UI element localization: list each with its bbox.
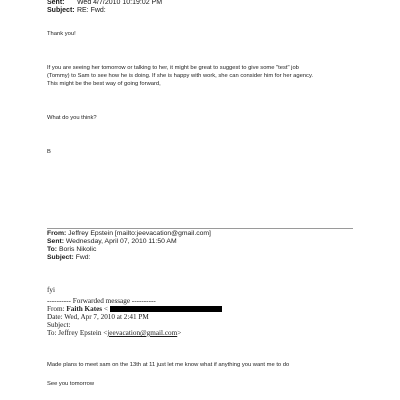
sent-value: Wed 4/7/2010 10:19:02 PM <box>76 0 163 6</box>
reply-paragraph-line-3: This might be the best way of going forward, <box>47 81 161 87</box>
original-subject-line <box>47 254 90 262</box>
forwarded-body-line-2: See you tomorrow <box>47 381 95 387</box>
reply-signoff: B <box>47 149 51 155</box>
sent-header-line <box>47 0 162 7</box>
message-divider <box>47 228 353 229</box>
forwarded-date-value: Wed, Apr 7, 2010 at 2:41 PM <box>64 313 149 321</box>
forwarded-to-close: > <box>177 329 182 337</box>
reply-greeting: Thank you! <box>47 31 76 37</box>
subject-value: RE: Fwd: <box>76 7 106 14</box>
forwarded-from-bracket: < <box>103 305 108 313</box>
reply-question: What do you think? <box>47 115 97 121</box>
original-to-label: To: <box>47 246 58 253</box>
forwarded-from-name: Faith Kates <box>66 305 103 313</box>
forwarded-to-line <box>47 329 181 338</box>
forwarded-to-name: Jeffrey Epstein < <box>58 329 108 337</box>
original-from-label: From: <box>47 230 67 237</box>
original-sent-label: Sent: <box>47 238 64 245</box>
forwarded-divider: ---------- Forwarded message ---------- <box>47 297 156 305</box>
subject-label: Subject: <box>47 7 75 14</box>
original-body-fyi: fyi <box>47 286 55 294</box>
subject-header-line <box>47 7 106 15</box>
redaction-bar <box>110 306 222 312</box>
original-to-value: Boris Nikolic <box>58 246 97 253</box>
sent-label: Sent: <box>47 0 65 6</box>
reply-paragraph-line-1: If you are seeing her tomorrow or talking to her, it might be great to suggest to give some "test" job <box>47 65 299 71</box>
original-sent-value: Wednesday, April 07, 2010 11:50 AM <box>65 238 177 245</box>
forwarded-body-line-1: Made plans to meet sam on the 13th at 11 just let me know what if anything you want me to do <box>47 362 290 368</box>
forwarded-date-label: Date: <box>47 313 63 321</box>
original-from-value: Jeffrey Epstein [mailto:jeevacation@gmail.com] <box>68 230 211 237</box>
forwarded-to-email-link[interactable]: jeevacation@gmail.com <box>107 329 178 337</box>
reply-paragraph-line-2: (Tommy) to Sam to see how he is doing. If she is happy with work, she can consider him for her agency. <box>47 73 314 79</box>
forwarded-to-label: To: <box>47 329 57 337</box>
original-subject-value: Fwd: <box>75 254 91 261</box>
forwarded-from-label: From: <box>47 305 65 313</box>
original-subject-label: Subject: <box>47 254 74 261</box>
forwarded-subject-label: Subject: <box>47 321 71 329</box>
